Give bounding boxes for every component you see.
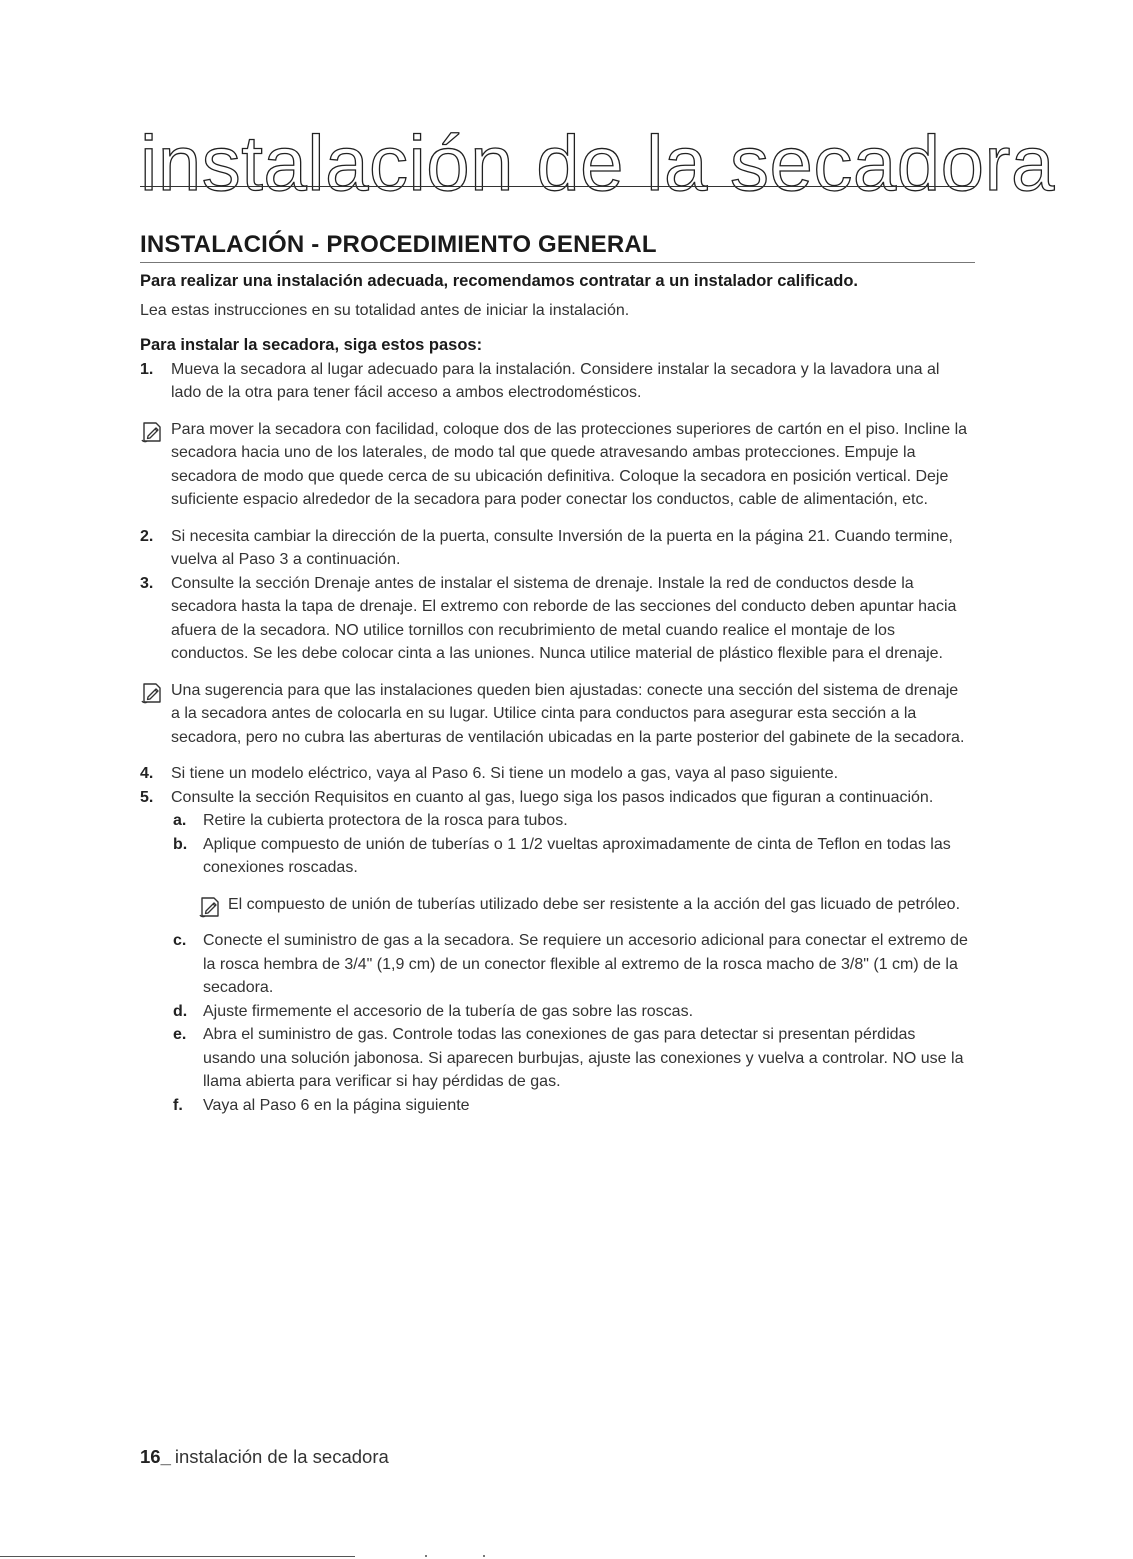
substep-item — [140, 1000, 970, 1024]
substep-text: Conecte el suministro de gas a la secadora. Se requiere un accesorio adicional para conectar el extremo de la rosca hembra de 3/4" (1,9 cm) de un conector flexible al extremo de la rosca macho de 3/8" (1 cm) de la secadora. — [203, 932, 968, 996]
substep-letter: a. — [173, 812, 187, 829]
substep-letter: b. — [173, 835, 188, 853]
substep-text: Retire la cubierta protectora de la rosca para tubos. — [203, 812, 568, 829]
substep-item — [140, 929, 970, 1000]
bottom-rule — [0, 1556, 355, 1557]
note-text: Para mover la secadora con facilidad, coloque dos de las protecciones superiores de cartón en el piso. Incline la secadora hacia uno de los laterales, de modo tal que quede atravesando ambas protecciones. Empuje la secadora de modo que quede cerca de su ubicación definitiva. Coloque la secadora en posición vertical. Deje suficiente espacio alrededor de la secadora para poder conectar los conductos, cable de alimentación, etc. — [171, 420, 968, 508]
step-item — [140, 786, 970, 810]
scan-mark — [425, 1555, 427, 1557]
step-number: 2. — [140, 527, 154, 545]
page-title: instalación de la secadora — [140, 119, 1055, 207]
step-item — [140, 762, 970, 786]
substep-item — [140, 833, 970, 880]
section-rule — [140, 262, 975, 263]
document-body — [140, 270, 970, 1117]
step-text: Mueva la secadora al lugar adecuado para la instalación. Considere instalar la secadora y la lavadora una al lado de la otra para tener fácil acceso a ambos electrodomésticos. — [171, 360, 940, 401]
substep-text: Vaya al Paso 6 en la página siguiente — [203, 1096, 470, 1114]
substep-text: Abra el suministro de gas. Controle todas las conexiones de gas para detectar si presentan pérdidas usando una solución jabonosa. Si aparecen burbujas, ajuste las conexiones y vuelva a controlar. NO use la llama abierta para verificar si hay pérdidas de gas. — [203, 1026, 964, 1090]
note-block — [140, 418, 970, 512]
note-block — [140, 679, 970, 750]
substep-item — [140, 809, 970, 833]
step-text: Consulte la sección Drenaje antes de instalar el sistema de drenaje. Instale la red de conductos desde la secadora hasta la tapa de drenaje. El extremo con reborde de las secciones del conducto deben apuntar hacia afuera de la secadora. NO utilice tornillos con recubrimiento de metal cuando realice el montaje de los conductos. Se les debe colocar cinta a las uniones. Nunca utilice material de plástico flexible para el drenaje. — [171, 574, 957, 662]
substep-letter: c. — [173, 932, 187, 949]
substep-item — [140, 1023, 970, 1094]
step-item — [140, 358, 970, 405]
step-number: 4. — [140, 765, 154, 782]
step-text: Si necesita cambiar la dirección de la puerta, consulte Inversión de la puerta en la página 21. Cuando termine, vuelva al Paso 3 a continuación. — [171, 527, 953, 568]
step-number: 1. — [140, 360, 154, 378]
note-text: Una sugerencia para que las instalaciones queden bien ajustadas: conecte una sección del sistema de drenaje a la secadora antes de colocarla en su lugar. Utilice cinta para conductos para asegurar esta sección a la secadora, pero no cubra las aberturas de ventilación ubicadas en la parte posterior del gabinete de la secadora. — [171, 681, 965, 746]
substep-letter: d. — [173, 1002, 188, 1020]
page-number: 16 — [140, 1446, 161, 1467]
step-number: 3. — [140, 574, 154, 592]
step-item — [140, 525, 970, 572]
substep-letter: f. — [173, 1096, 183, 1114]
note-pencil-icon — [198, 896, 220, 918]
substep-item — [140, 1094, 970, 1118]
note-pencil-icon — [140, 421, 162, 443]
note-text: El compuesto de unión de tuberías utilizado debe ser resistente a la acción del gas licuado de petróleo. — [228, 895, 961, 913]
scan-mark — [483, 1555, 485, 1557]
substep-text: Ajuste firmemente el accesorio de la tubería de gas sobre las roscas. — [203, 1002, 694, 1020]
steps-heading: Para instalar la secadora, siga estos pasos: — [140, 336, 483, 354]
footer-separator: _ — [160, 1446, 171, 1467]
title-rule — [140, 186, 975, 187]
note-pencil-icon — [140, 682, 162, 704]
step-text: Si tiene un modelo eléctrico, vaya al Paso 6. Si tiene un modelo a gas, vaya al paso siguiente. — [171, 765, 839, 782]
page-footer — [140, 1446, 389, 1468]
step-item — [140, 572, 970, 666]
intro-text: Lea estas instrucciones en su totalidad antes de iniciar la instalación. — [140, 301, 630, 319]
step-text: Consulte la sección Requisitos en cuanto al gas, luego siga los pasos indicados que figuran a continuación. — [171, 788, 934, 806]
lead-text: Para realizar una instalación adecuada, recomendamos contratar a un instalador calificado. — [140, 272, 858, 290]
footer-label: instalación de la secadora — [174, 1446, 389, 1467]
section-heading: INSTALACIÓN - PROCEDIMIENTO GENERAL — [140, 231, 657, 258]
note-block — [140, 893, 970, 917]
step-number: 5. — [140, 788, 154, 806]
substep-letter: e. — [173, 1026, 187, 1043]
substep-text: Aplique compuesto de unión de tuberías o 1 1/2 vueltas aproximadamente de cinta de Teflon en todas las conexiones roscadas. — [203, 835, 951, 876]
